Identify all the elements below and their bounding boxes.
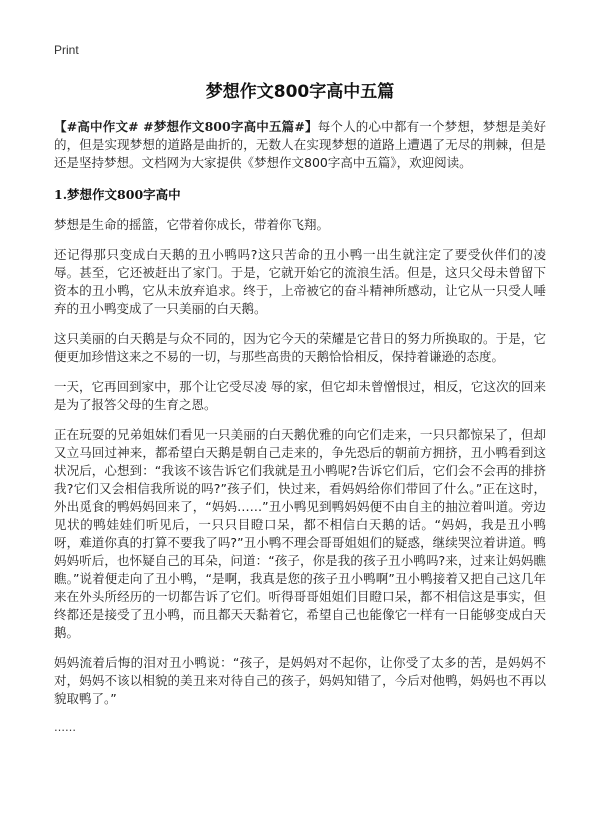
intro-tag: 【#高中作文# #梦想作文800字高中五篇#】 (54, 119, 318, 134)
intro-paragraph (54, 118, 546, 172)
document-title: 梦想作文800字高中五篇 (205, 82, 395, 102)
body-paragraph-1: 梦想是生命的摇篮，它带着你成长，带着你飞翔。 (54, 217, 330, 232)
body-paragraph-2: 还记得那只变成白天鹅的丑小鸭吗?这只苦命的丑小鸭一出生就注定了要受伙伴们的凌 辱。甚至，它还被赶出了家门。于是，它就开始它的流浪生活。但是，这只父母未曾留下资本的丑小鸭，它从未放弃追求。终于，上帝被它的奋斗精神所感动，让它从一只受人唾弃的丑小鸭变成了一只美丽的白天鹅。 (54, 247, 546, 316)
body-paragraph-5: 正在玩耍的兄弟姐妹们看见一只美丽的白天鹅优雅的向它们走来，一只只都惊呆了，但却又立马回过神来，都希望白天鹅是朝自己走来的，争先恐后的朝前方拥挤，丑小鸭看到这状况后，心想到：“我该不该告诉它们我就是丑小鸭呢?告诉它们后，它们会不会再的排挤我?它们又会相信我所说的吗?”孩子们，快过来，看妈妈给你们带回了什么。”正在这时，外出觅食的鸭妈妈回来了，“妈妈……”丑小鸭见到鸭妈妈便不由自主的抽泣着叫道。旁边见状的鸭娃娃们听见后，一只只目瞪口呆，都不相信白天鹅的话。“妈妈，我是丑小鸭呀，难道你真的打算不要我了吗?”丑小鸭不理会哥哥姐姐们的疑惑，继续哭泣着讲道。鸭妈妈听后，也怀疑自己的耳朵，问道：“孩子，你是我的孩子丑小鸭吗?来，过来让妈妈瞧瞧。”说着便走向了丑小鸭，“是啊，我真是您的孩子丑小鸭啊”丑小鸭接着又把自己这几年来在外头所经历的一切都告诉了它们。听得哥哥姐姐们目瞪口呆，都不相信这是事实，但终都还是接受了丑小鸭，而且都天天黏着它，希望自己也能像它一样有一日能够变成白天鹅。 (54, 427, 546, 640)
print-label: Print (54, 43, 79, 57)
body-paragraph-3: 这只美丽的白天鹅是与众不同的，因为它今天的荣耀是它昔日的努力所换取的。于是，它便更加珍惜这来之不易的一切，与那些高贵的天鹅恰恰相反，保持着谦逊的态度。 (54, 331, 546, 364)
section-heading: 1.梦想作文800字高中 (54, 187, 181, 202)
intro-text: 每个人的心中都有一个梦想，梦想是美好的，但是实现梦想的道路是曲折的，无数人在实现梦想的道路上遭遇了无尽的荆棘，但是还是坚持梦想。文档网为大家提供《梦想作文800字高中五篇》，欢迎阅读。 (54, 119, 546, 170)
continuation-ellipsis: …… (54, 721, 76, 734)
body-paragraph-6: 妈妈流着后悔的泪对丑小鸭说：“孩子，是妈妈对不起你，让你受了太多的苦，是妈妈不对，妈妈不该以相貌的美丑来对待自己的孩子，妈妈知错了，今后对他鸭，妈妈也不再以貌取鸭了。” (54, 655, 546, 706)
body-paragraph-4: 一天，它再回到家中，那个让它受尽凌 辱的家，但它却未曾憎恨过，相反，它这次的回来是为了报答父母的生育之恩。 (54, 379, 546, 412)
